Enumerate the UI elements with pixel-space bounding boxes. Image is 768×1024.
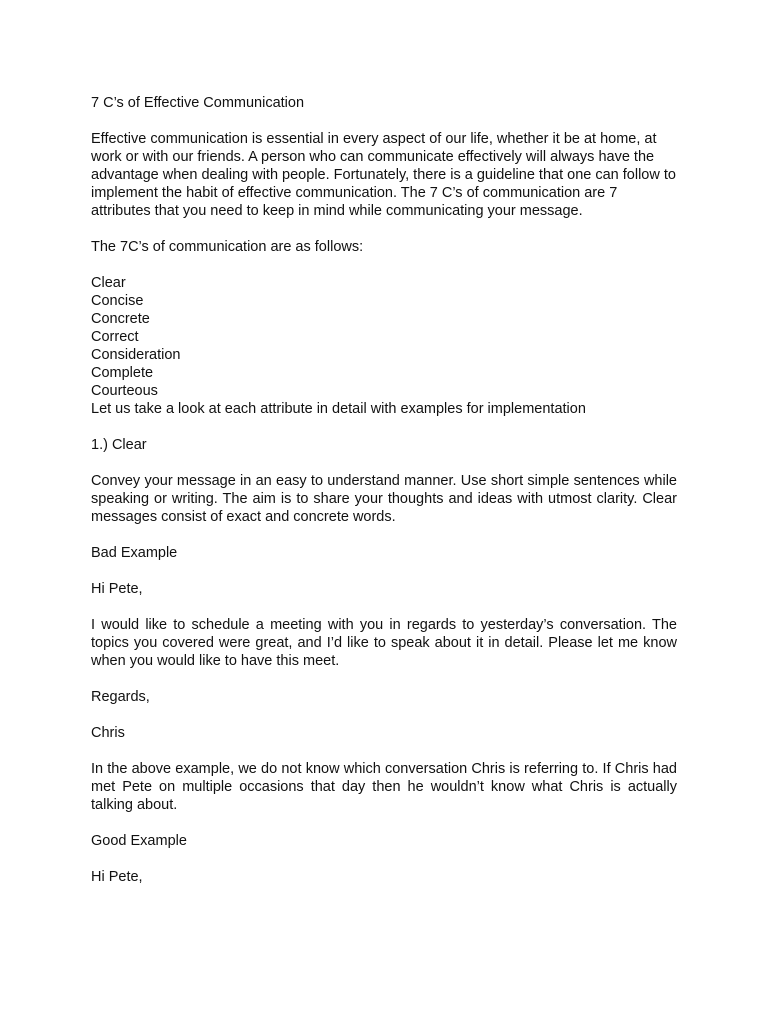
list-item: Complete bbox=[91, 365, 154, 381]
good-example-label: Good Example bbox=[91, 833, 187, 849]
list-item: Courteous bbox=[91, 383, 158, 399]
list-item: Correct bbox=[91, 329, 139, 345]
intro-paragraph: Effective communication is essential in every aspect of our life, whether it be at home, at work or with our friends. A person who can communicate effectively will always have the advantage when dealing with people. Fortunately, there is a guideline that one can follow to implement the habit of effective communication. The 7 C’s of communication are 7 attributes that you need to keep in mind while communicating your message. bbox=[91, 131, 676, 219]
list-item: Consideration bbox=[91, 347, 181, 363]
bad-example-body: I would like to schedule a meeting with you in regards to yesterday’s conversation. The topics you covered were great, and I’d like to speak about it in detail. Please let me know when you would like to have this meet. bbox=[91, 617, 677, 669]
bad-example-greeting: Hi Pete, bbox=[91, 581, 143, 597]
bad-example-signature: Chris bbox=[91, 725, 125, 741]
list-item: Concrete bbox=[91, 311, 150, 327]
good-example-greeting: Hi Pete, bbox=[91, 869, 143, 885]
list-heading: The 7C’s of communication are as follows: bbox=[91, 239, 364, 255]
list-followup: Let us take a look at each attribute in detail with examples for implementation bbox=[91, 401, 586, 417]
list-item: Clear bbox=[91, 275, 126, 291]
bad-example-closing: Regards, bbox=[91, 689, 150, 705]
seven-cs-list bbox=[91, 274, 677, 400]
document-title: 7 C’s of Effective Communication bbox=[91, 95, 305, 111]
section-heading-clear: 1.) Clear bbox=[91, 437, 147, 453]
list-item: Concise bbox=[91, 293, 144, 309]
explanation-paragraph: In the above example, we do not know which conversation Chris is referring to. If Chris had met Pete on multiple occasions that day then he wouldn’t know what Chris is actually talking about. bbox=[91, 761, 677, 813]
section-body-clear: Convey your message in an easy to understand manner. Use short simple sentences while speaking or writing. The aim is to share your thoughts and ideas with utmost clarity. Clear messages consist of exact and concrete words. bbox=[91, 473, 677, 525]
bad-example-label: Bad Example bbox=[91, 545, 178, 561]
